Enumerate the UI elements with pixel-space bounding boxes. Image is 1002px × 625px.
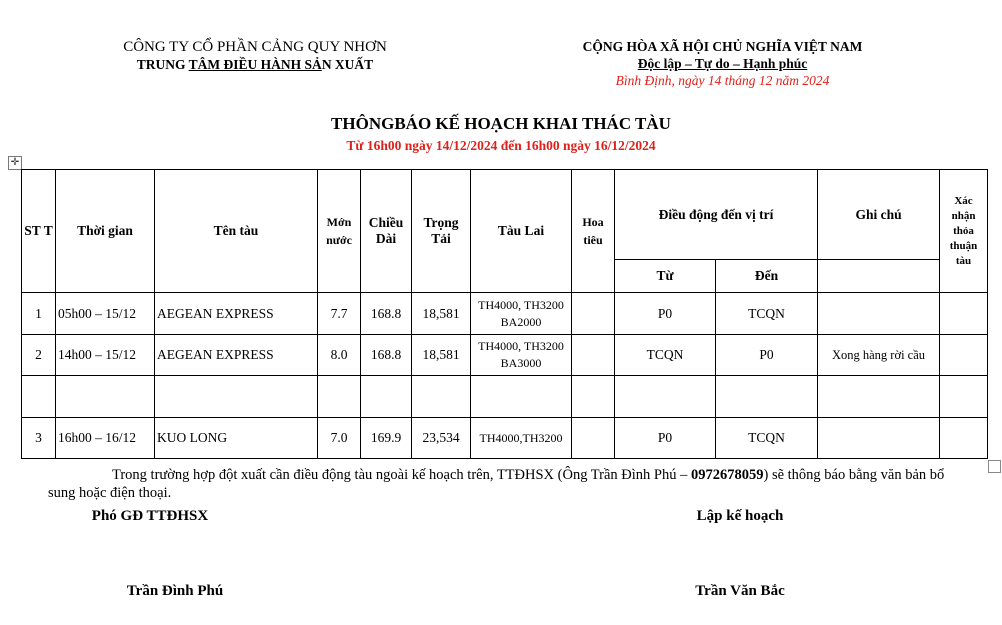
cell-time: 14h00 – 15/12 xyxy=(56,335,155,376)
cell-length: 168.8 xyxy=(361,335,412,376)
cell-time: 16h00 – 16/12 xyxy=(56,418,155,459)
document-subtitle: Từ 16h00 ngày 14/12/2024 đến 16h00 ngày 16/12/2024 xyxy=(346,138,656,153)
header-draft: Mớn nước xyxy=(318,170,361,293)
table-row xyxy=(22,418,988,459)
cell-note xyxy=(818,418,940,459)
cell-tug-line2: BA3000 xyxy=(500,356,542,370)
cell-tug-line1: TH4000, TH3200 xyxy=(478,297,564,312)
table-row xyxy=(22,335,988,376)
cell-time: 05h00 – 15/12 xyxy=(56,293,155,335)
document-title: THÔNGBÁO KẾ HOẠCH KHAI THÁC TÀU xyxy=(331,114,671,133)
cell-vessel xyxy=(155,376,318,418)
header-vessel: Tên tàu xyxy=(155,170,318,293)
cell-confirm xyxy=(940,376,988,418)
cell-from xyxy=(615,376,716,418)
department-name-part3: N XUẤT xyxy=(321,57,374,72)
cell-time xyxy=(56,376,155,418)
cell-draft xyxy=(318,376,361,418)
national-motto: Độc lập – Tự do – Hạnh phúc xyxy=(637,56,808,71)
cell-tug xyxy=(471,335,572,376)
cell-stt xyxy=(22,376,56,418)
header-tonnage: Trọng Tải xyxy=(412,170,471,293)
resize-square-icon[interactable] xyxy=(988,460,1001,473)
header-left xyxy=(60,38,450,73)
cell-vessel: KUO LONG xyxy=(155,418,318,459)
cell-pilot xyxy=(572,335,615,376)
department-name xyxy=(60,56,450,73)
header-from: Từ xyxy=(615,260,716,293)
republic-name: CỘNG HÒA XÃ HỘI CHỦ NGHĨA VIỆT NAM xyxy=(582,39,863,54)
header-length: Chiều Dài xyxy=(361,170,412,293)
cell-draft: 7.0 xyxy=(318,418,361,459)
header-right xyxy=(535,38,910,89)
cell-draft: 8.0 xyxy=(318,335,361,376)
header-to: Đến xyxy=(716,260,818,293)
table-header-row xyxy=(22,170,988,260)
cell-stt: 1 xyxy=(22,293,56,335)
cell-pilot xyxy=(572,293,615,335)
cell-from: P0 xyxy=(615,293,716,335)
header-time: Thời gian xyxy=(56,170,155,293)
cell-stt: 3 xyxy=(22,418,56,459)
signature-left-title: Phó GĐ TTĐHSX xyxy=(91,508,209,524)
department-name-underlined: TÂM ĐIỀU HÀNH SẢ xyxy=(188,57,322,72)
cell-note: Xong hàng rời cầu xyxy=(818,335,940,376)
cell-tug xyxy=(471,376,572,418)
contact-phone: 0972678059 xyxy=(690,467,764,483)
cell-tonnage: 18,581 xyxy=(412,293,471,335)
header-stt: ST T xyxy=(22,170,56,293)
cell-vessel: AEGEAN EXPRESS xyxy=(155,293,318,335)
paragraph-text-pre: Trong trường hợp đột xuất cần điều động tàu ngoài kế hoạch trên, TTĐHSX (Ông Trần Đình Phú – xyxy=(112,467,691,483)
header-confirm: Xác nhận thỏa thuận tàu xyxy=(940,170,988,293)
vessel-plan-table xyxy=(21,169,988,459)
cell-to: P0 xyxy=(716,335,818,376)
cell-to xyxy=(716,376,818,418)
cell-to: TCQN xyxy=(716,418,818,459)
cell-tug-line2: BA2000 xyxy=(500,314,542,329)
cell-tug xyxy=(471,293,572,335)
header-note-blank xyxy=(818,260,940,293)
cell-draft: 7.7 xyxy=(318,293,361,335)
cell-tonnage xyxy=(412,376,471,418)
cell-note xyxy=(818,293,940,335)
move-cross-icon[interactable]: ✛ xyxy=(8,156,22,170)
cell-confirm xyxy=(940,418,988,459)
cell-to: TCQN xyxy=(716,293,818,335)
cell-stt: 2 xyxy=(22,335,56,376)
table-row xyxy=(22,293,988,335)
contingency-paragraph xyxy=(48,466,948,502)
header-move: Điều động đến vị trí xyxy=(615,170,818,260)
paragraph-text-post: ) sẽ thông báo bằng văn bản bổ sung hoặc điện thoại. xyxy=(48,467,945,501)
header-pilot: Hoa tiêu xyxy=(572,170,615,293)
header-note: Ghi chú xyxy=(818,170,940,260)
cell-note xyxy=(818,376,940,418)
cell-length xyxy=(361,376,412,418)
company-name: CÔNG TY CỔ PHẦN CẢNG QUY NHƠN xyxy=(123,39,387,55)
cell-tug xyxy=(471,418,572,459)
cell-length: 169.9 xyxy=(361,418,412,459)
signature-right-title: Lập kế hoạch xyxy=(696,508,784,524)
cell-tug-line1: TH4000, TH3200 xyxy=(478,339,564,353)
cell-vessel: AEGEAN EXPRESS xyxy=(155,335,318,376)
cell-from: P0 xyxy=(615,418,716,459)
cell-confirm xyxy=(940,335,988,376)
cell-pilot xyxy=(572,376,615,418)
table-row xyxy=(22,376,988,418)
signature-right-name: Trần Văn Bắc xyxy=(695,583,785,599)
cell-tonnage: 23,534 xyxy=(412,418,471,459)
cell-length: 168.8 xyxy=(361,293,412,335)
cell-tug-line1: TH4000,TH3200 xyxy=(479,430,563,445)
department-name-part1: TRUNG xyxy=(136,57,189,72)
header-tug: Tàu Lai xyxy=(471,170,572,293)
cell-confirm xyxy=(940,293,988,335)
cell-tonnage: 18,581 xyxy=(412,335,471,376)
cell-from: TCQN xyxy=(615,335,716,376)
signature-left-name: Trần Đình Phú xyxy=(126,583,224,599)
cell-pilot xyxy=(572,418,615,459)
place-date: Bình Định, ngày 14 tháng 12 năm 2024 xyxy=(615,73,830,88)
